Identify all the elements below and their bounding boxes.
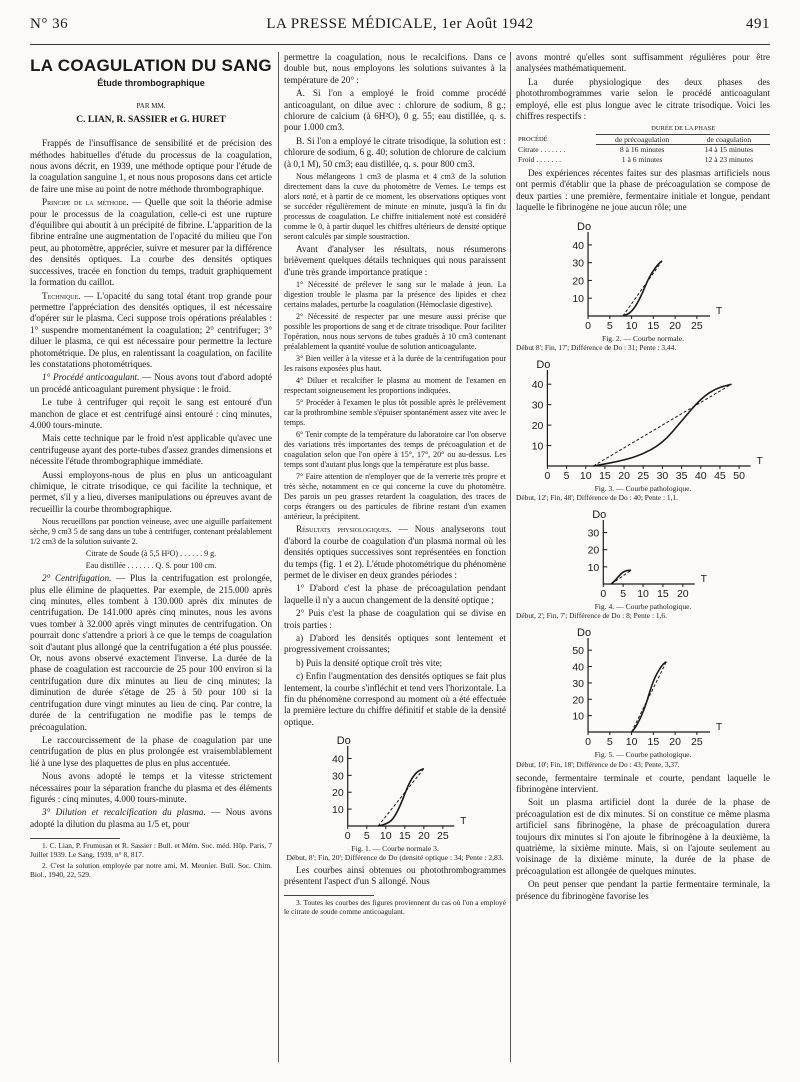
slope-line bbox=[623, 261, 662, 316]
y-tick-label: 40 bbox=[531, 379, 544, 392]
x-tick-label: 0 bbox=[585, 319, 591, 332]
figure-5 bbox=[516, 624, 770, 768]
figure-1 bbox=[284, 732, 506, 862]
table-cell: Citrate . . . . . . . bbox=[518, 145, 566, 154]
y-tick-label: 30 bbox=[587, 527, 600, 540]
paragraph-text: — Nous avons adopté la dilution du plasma au 1/5 et, pour bbox=[30, 807, 272, 829]
y-tick-label: 10 bbox=[572, 292, 585, 305]
list-item: 4° Diluer et recalcifier le plasma au moment de l'examen en respectant soigneusement les proportions indiquées. bbox=[284, 376, 506, 396]
x-tick-label: 25 bbox=[637, 469, 650, 482]
duration-table bbox=[516, 124, 770, 164]
figure-caption: Fig. 2. — Courbe normale. bbox=[601, 333, 685, 343]
x-axis-label: T bbox=[700, 574, 707, 586]
footnote-rule bbox=[284, 895, 374, 896]
x-tick-label: 0 bbox=[600, 588, 607, 601]
article-subtitle: Étude thrombographique bbox=[97, 78, 205, 88]
x-tick-label: 25 bbox=[437, 830, 449, 843]
x-axis-label: T bbox=[460, 816, 467, 828]
footnotes bbox=[284, 898, 506, 916]
x-tick-label: 20 bbox=[669, 736, 681, 749]
x-tick-label: 20 bbox=[618, 469, 630, 482]
x-tick-label: 0 bbox=[544, 469, 551, 482]
x-axis-label: T bbox=[756, 455, 763, 467]
y-tick-label: 10 bbox=[531, 440, 544, 453]
footnote-rule bbox=[30, 838, 120, 839]
figure-description: Début, 12'; Fin, 48'; Différence de Do : 40; Pente : 1,1. bbox=[516, 493, 679, 503]
x-tick-label: 10 bbox=[637, 588, 649, 601]
paragraph bbox=[284, 524, 506, 581]
paragraph: Frappés de l'insuffisance de sensibilité et de précision des méthodes habituelles d'étude du processus de la coagulation, nous avons décrit, en 1939, une méthode optique pour l'étude de la coagulation sanguine 1, et nous nous proposons dans cet article de faire une mise au point de notre méthode thrombographique. bbox=[30, 138, 272, 194]
x-tick-label: 10 bbox=[625, 319, 638, 332]
slope-line bbox=[593, 384, 731, 466]
table-cell: Froid . . . . . . . bbox=[518, 154, 562, 164]
column-3 bbox=[516, 52, 770, 1074]
figure-2-chart bbox=[516, 218, 770, 334]
x-tick-label: 10 bbox=[379, 830, 392, 843]
paragraph: Des expériences récentes faites sur des plasmas artificiels nous ont permis d'établir que la phase de précoagulation se compose de deux parties : une première, fermentaire initiale et longue, pendant laquelle le fibrinogène ne joue aucun rôle; une bbox=[516, 168, 770, 213]
header-rule bbox=[30, 44, 770, 45]
table-header: de coagulation bbox=[688, 134, 770, 144]
figure-caption: Fig. 3. — Courbe pathologique. bbox=[594, 483, 692, 493]
list-item: b) Puis la densité optique croît très vite; bbox=[296, 657, 443, 668]
figure-5-chart bbox=[516, 624, 770, 750]
y-tick-label: 10 bbox=[572, 710, 585, 723]
paragraph-text: — Nous avons tout d'abord adopté un procédé anticoagulant purement physique : le froid. bbox=[30, 372, 272, 394]
table-row bbox=[516, 155, 770, 164]
figure-4-chart bbox=[516, 506, 770, 602]
figure-3 bbox=[516, 356, 770, 502]
section-heading: 3° Dilution et recalcification du plasma. bbox=[42, 807, 206, 818]
x-tick-label: 5 bbox=[606, 319, 613, 332]
x-tick-label: 15 bbox=[398, 830, 411, 843]
y-axis-label: Do bbox=[577, 220, 592, 233]
column-2 bbox=[284, 52, 506, 1074]
x-tick-label: 30 bbox=[656, 469, 669, 482]
figure-caption: Fig. 4. — Courbe pathologique. bbox=[594, 602, 692, 612]
paragraph: On peut penser que pendant la partie fermentaire terminale, la présence du fibrinogène favorise les bbox=[516, 879, 770, 901]
paragraph bbox=[30, 573, 272, 733]
x-tick-label: 25 bbox=[691, 736, 703, 749]
x-axis-label: T bbox=[715, 722, 723, 734]
paragraph bbox=[30, 197, 272, 288]
paragraph-text: — L'opacité du sang total étant trop grande pour permettre l'appréciation des densités optiques, il est nécessaire d'opérer sur le plasma. Ceci suppose trois opérations préalables : 1° suspendre momentanément la coagulation; 2° centrifuger; 3° diluer le plasma, ce qui est nécessaire pour permettre la lecture photométrique. De plus, en ralentissant la coagulation, on facilite les constatations photométriques. bbox=[30, 290, 272, 369]
figure-1-chart bbox=[284, 732, 506, 844]
x-tick-label: 15 bbox=[657, 588, 669, 601]
figure-3-chart bbox=[516, 356, 770, 484]
paragraph: Soit un plasma artificiel dont la durée de la phase de précoagulation est de dix minutes. Si on constitue ce même plasma artificiel sans fibrinogène, la phase de précoagulation durera toujours dix minutes si l'on ajoute le fibrinogène à la deuxième, la quatrième, la sixième minute. Mais, si on l'ajoute seulement au voisinage de la dixième minute, la durée de la phase de précoagulation est allongée de quelques minutes. bbox=[516, 797, 770, 876]
table-row bbox=[516, 145, 770, 155]
x-tick-label: 0 bbox=[344, 830, 351, 843]
x-tick-label: 40 bbox=[694, 469, 707, 482]
x-tick-label: 15 bbox=[647, 319, 660, 332]
section-heading: Résultats physiologiques. bbox=[296, 524, 392, 535]
paragraph: La durée physiologique des deux phases des photothrombogrammes varie selon le procédé anticoagulant employé, elle est plus longue avec le citrate trisodique. Voici les chiffres respectifs : bbox=[516, 76, 770, 122]
issue-number: N° 36 bbox=[30, 16, 69, 32]
table-header: DURÉE DE LA PHASE bbox=[596, 124, 770, 134]
x-tick-label: 20 bbox=[676, 588, 689, 601]
x-tick-label: 35 bbox=[675, 469, 688, 482]
y-axis-label: Do bbox=[536, 358, 551, 371]
paragraph bbox=[30, 807, 272, 830]
footnote: 1. C. Lian, P. Frumusan et R. Sassier : Bull. et Mém. Soc. méd. Hôp. Paris, 7 Juillet 1939. Le Sang, 1939, n° 8, 817. bbox=[30, 841, 272, 860]
y-tick-label: 20 bbox=[572, 694, 585, 707]
paragraph: Le raccourcissement de la phase de coagulation par une centrifugation de plus en plus prolongée est vraisemblablement lié à une lyse des plaquettes de plus en plus accentuée. bbox=[30, 734, 272, 768]
paragraph: A. Si l'on a employé le froid comme procédé anticoagulant, on dilue avec : chlorure de sodium, 8 g.; chlorure de calcium (à 6H²O), 0 g. 55; eau distillée, q. s. pour 1.000 cm3. bbox=[284, 88, 506, 133]
recipe-line: Citrate de Soude (à 5,5 H²O) . . . . . . 9 g. bbox=[85, 549, 217, 559]
article-title: LA COAGULATION DU SANG bbox=[30, 56, 272, 75]
y-tick-label: 30 bbox=[572, 257, 585, 270]
page-header bbox=[30, 16, 770, 40]
x-tick-label: 15 bbox=[647, 736, 660, 749]
x-axis-label: T bbox=[715, 305, 723, 317]
table-cell: 8 à 16 minutes bbox=[619, 145, 665, 155]
x-tick-label: 5 bbox=[620, 588, 627, 601]
list-item: 2° Nécessité de respecter par une mesure aussi précise que possible les proportions de sang et de citrate trisodique. Pour faciliter l'opération, nous nous servons de tubes gradués à 10 cm3 contenant préalablement la quantité voulue de solution anticoagulante. bbox=[284, 312, 506, 352]
figure-2 bbox=[516, 218, 770, 352]
y-tick-label: 30 bbox=[572, 678, 585, 691]
paragraph bbox=[30, 291, 272, 371]
list-item: 1° D'abord c'est la phase de précoagulation pendant laquelle il n'y a aucun changement de la densité optique ; bbox=[284, 583, 506, 605]
x-tick-label: 25 bbox=[691, 319, 703, 332]
table-cell: 14 à 15 minutes bbox=[704, 145, 754, 155]
paragraph: avons montré qu'elles sont suffisamment régulières pour être analysées mathématiquement. bbox=[516, 52, 770, 74]
paragraph: Nous recueillons par ponction veineuse, avec une aiguille parfaitement sèche, 9 cm3 5 de sang dans un tube à centrifuger, contenant préalablement 1/2 cm3 de la solution suivante 2. bbox=[30, 517, 272, 547]
x-tick-label: 10 bbox=[579, 469, 592, 482]
figure-caption: Fig. 1. — Courbe normale 3. bbox=[351, 844, 439, 854]
list-item: 6° Tenir compte de la température du laboratoire car l'on observe des variations très importantes des temps de précoagulation et de coagulation selon que l'on opère à 15°, 17°, 20° ou au-dessus. Les temps sont d'autant plus longs que la température est plus basse. bbox=[284, 430, 506, 470]
x-tick-label: 0 bbox=[585, 736, 591, 749]
paragraph: Avant d'analyser les résultats, nous résumerons brièvement quelques détails techniques qui nous paraissent d'une très grande importance pratique : bbox=[284, 244, 506, 277]
section-heading: Technique. bbox=[42, 290, 81, 301]
list-item: 1° Nécessité de prélever le sang sur le malade à jeun. La digestion trouble le plasma par la présence des lipides et chez certains malades, perturbe la coagulation (Hémoclasie digestive). bbox=[284, 280, 506, 310]
y-axis-label: Do bbox=[592, 509, 607, 522]
figure-4 bbox=[516, 506, 770, 620]
y-tick-label: 50 bbox=[572, 645, 585, 658]
paragraph-text: — Quelle que soit la théorie admise pour le processus de la coagulation, celle-ci est une rupture d'équilibre qui aboutit à un précipité de fibrine. L'apparition de la fibrine entraîne une augmentation de l'opacité du milieu que l'on peut, au photomètre, apprécier, suivre et mesurer par la différence des densités optiques. La courbe des densités optiques successives, tracée en fonction du temps, traduit graphiquement la formation du caillot. bbox=[30, 197, 272, 288]
column-1 bbox=[30, 52, 272, 1074]
paragraph: seconde, fermentaire terminale et courte, pendant laquelle le fibrinogène intervient. bbox=[516, 772, 770, 794]
figure-caption: Fig. 5. — Courbe pathologique. bbox=[594, 750, 692, 760]
paragraph: Aussi employons-nous de plus en plus un anticoagulant chimique, le citrate trisodique, ce qui facilite la technique, et permet, s'il y a lieu, diverses manipulations ou épreuves avant de recueillir la courbe thrombographique. bbox=[30, 469, 272, 514]
slope-line bbox=[378, 769, 424, 826]
paragraph-text: — Plus la centrifugation est prolongée, plus elle élimine de plaquettes. Par exemple, de 215.000 après cinq minutes, elles tombent à 130.000 après dix minutes de centrifugation. De 141.000 après cinq minutes, nous les avons vues tomber à 32.000 après vingt minutes de centrifugation. On pourrait donc s'attendre a priori à ce que le temps de coagulation soit d'autant plus allongé que la centrifugation a été plus poussée. Or, nous avons observé exactement l'inverse. La durée de la phase de coagulation est raccourcie de 25 pour 100 environ si la centrifugation dure dix minutes au lieu de cinq minutes; la diminution de durée s'étage de 25 à 50 pour 100 si la centrifugation dure vingt minutes au lieu de cinq. Par contre, la durée de la centrifugation ne modifie pas le temps de précoagulation. bbox=[30, 573, 272, 732]
x-tick-label: 20 bbox=[417, 830, 430, 843]
table-header: PROCÉDÉ bbox=[518, 136, 548, 144]
figure-description: Début, 10'; Fin, 18'; Différence de Do : 43; Pente, 3,37. bbox=[516, 759, 680, 769]
figure-description: Début, 2'; Fin, 7'; Différence de Do : 8; Pente : 1,6. bbox=[516, 611, 667, 621]
y-tick-label: 20 bbox=[572, 275, 585, 288]
x-tick-label: 20 bbox=[669, 319, 681, 332]
y-tick-label: 20 bbox=[531, 420, 544, 433]
footnotes bbox=[30, 841, 272, 879]
list-item: 5° Procéder à l'examen le plus tôt possible après le prélèvement car la prothrombine semble s'épuiser spontanément assez vite avec le temps. bbox=[284, 398, 506, 428]
x-tick-label: 5 bbox=[363, 830, 370, 843]
x-tick-label: 10 bbox=[625, 736, 638, 749]
x-tick-label: 50 bbox=[733, 469, 745, 482]
column-divider bbox=[510, 52, 511, 1062]
table-header: de précoagulation bbox=[596, 134, 687, 144]
list-item: 3° Bien veiller à la vitesse et à la durée de la centrifugation pour les raisons exposées plus haut. bbox=[284, 354, 506, 374]
list-item: c) Enfin l'augmentation des densités optiques se fait plus lentement, la courbe s'infléchit et tend vers l'horizontale. La fin du phénomène correspond au moment où a été effectuée la première lecture du chiffre définitif et stable de la densité optique. bbox=[284, 671, 506, 727]
x-tick-label: 15 bbox=[599, 469, 611, 482]
y-tick-label: 20 bbox=[587, 544, 600, 557]
section-heading: 1° Procédé anticoagulant. bbox=[42, 372, 140, 383]
y-tick-label: 10 bbox=[587, 561, 600, 574]
paragraph-text: — Nous analyserons tout d'abord la courbe de coagulation d'un plasma normal où les densités optiques successives sont représentées en fonction du temps (fig. 1 et 2). L'étude photométrique du phénomène permet de le diviser en deux grandes périodes : bbox=[284, 524, 506, 580]
paragraph: B. Si l'on a employé le citrate trisodique, la solution est : chlorure de sodium, 6 g. 40; solution de chlorure de calcium (à 0,1 M), 50 cm3; eau distillée, q. s. pour 800 cm3. bbox=[284, 135, 506, 169]
list-item: a) D'abord les densités optiques sont lentement et progressivement croissantes; bbox=[284, 632, 506, 655]
paragraph: Nous avons adopté le temps et la vitesse strictement nécessaires pour la séparation franche du plasma et des éléments figurés : cinq minutes, 4.000 tours-minute. bbox=[30, 771, 272, 804]
recipe-line: Eau distillée . . . . . . . Q. S. pour 100 cm. bbox=[85, 561, 217, 571]
x-tick-label: 45 bbox=[714, 469, 726, 482]
list-item: 2° Puis c'est la phase de coagulation qui se divise en trois parties : bbox=[284, 608, 506, 630]
y-axis-label: Do bbox=[336, 735, 351, 748]
article-authors: C. LIAN, R. SASSIER et G. HURET bbox=[76, 114, 226, 125]
list-item: 7° Faire attention de n'employer que de la verrerie très propre et très sèche, notamment en ce qui concerne la cuve du photomètre. Des parois un peu grasses retardent la coagulation, des traces de corps étrangers ou des particules de fibrine restant d'un examen antérieur, la précipitent. bbox=[284, 472, 506, 522]
y-axis-label: Do bbox=[577, 627, 592, 640]
footnote: 2. C'est la solution employée par notre ami, M. Meunier. Bull. Soc. Chim. Biol., 1940, 22, 529. bbox=[30, 861, 272, 880]
x-tick-label: 5 bbox=[563, 469, 570, 482]
section-heading: Principe de la méthode. bbox=[42, 197, 129, 208]
paragraph: Nous mélangeons 1 cm3 de plasma et 4 cm3 de la solution directement dans la cuve du photomètre de Vernes. Le temps est alors noté, et à partir de ce moment, les observations optiques vont se succéder régulièrement de minute en minute, jusqu'à la fin du processus de coagulation. Le chiffre initialement noté est considéré comme le 0, à partir duquel les chiffres ultérieurs de densité optique seront calculés par simple soustraction. bbox=[284, 172, 506, 242]
y-tick-label: 20 bbox=[332, 787, 344, 800]
y-tick-label: 40 bbox=[572, 239, 585, 252]
y-tick-label: 30 bbox=[332, 770, 344, 783]
byline-par: PAR MM. bbox=[136, 102, 166, 111]
page-number: 491 bbox=[746, 16, 770, 32]
column-divider bbox=[278, 52, 279, 1062]
paragraph: permettre la coagulation, nous le recalcifions. Dans ce double but, nous employons les solutions suivantes à la température de 20° : bbox=[284, 52, 506, 85]
table-cell: 12 à 23 minutes bbox=[704, 154, 754, 164]
footnote: 3. Toutes les courbes des figures proviennent du cas où l'on a employé le citrate de soude comme anticoagulant. bbox=[284, 898, 506, 917]
y-tick-label: 40 bbox=[332, 753, 344, 766]
y-tick-label: 40 bbox=[572, 661, 585, 674]
table-cell: 1 à 6 minutes bbox=[621, 154, 663, 164]
section-heading: 2° Centrifugation. bbox=[42, 573, 112, 584]
paragraph: Le tube à centrifuger qui reçoit le sang est entouré d'un manchon de glace et est centrifugé ainsi entouré : cinq minutes, 4.000 tours-minute. bbox=[30, 397, 272, 430]
paragraph: Mais cette technique par le froid n'est applicable qu'avec une centrifugeuse ayant des porte-tubes d'assez grandes dimensions et nécessite l'étude thrombographique immédiate. bbox=[30, 433, 272, 467]
journal-title: LA PRESSE MÉDICALE, 1er Août 1942 bbox=[266, 16, 534, 32]
paragraph bbox=[30, 372, 272, 395]
y-tick-label: 10 bbox=[332, 804, 344, 817]
x-tick-label: 5 bbox=[606, 736, 613, 749]
figure-description: Début 8'; Fin, 17'; Différence de Do : 31; Pente : 3,44. bbox=[516, 342, 677, 352]
figure-description: Début, 8'; Fin, 20'; Différence de Do (densité optique : 34; Pente : 2,83. bbox=[286, 853, 504, 863]
y-tick-label: 30 bbox=[531, 399, 544, 412]
paragraph: Les courbes ainsi obtenues ou photothrombogrammes présentent l'aspect d'un S allongé. Nous bbox=[284, 864, 506, 886]
